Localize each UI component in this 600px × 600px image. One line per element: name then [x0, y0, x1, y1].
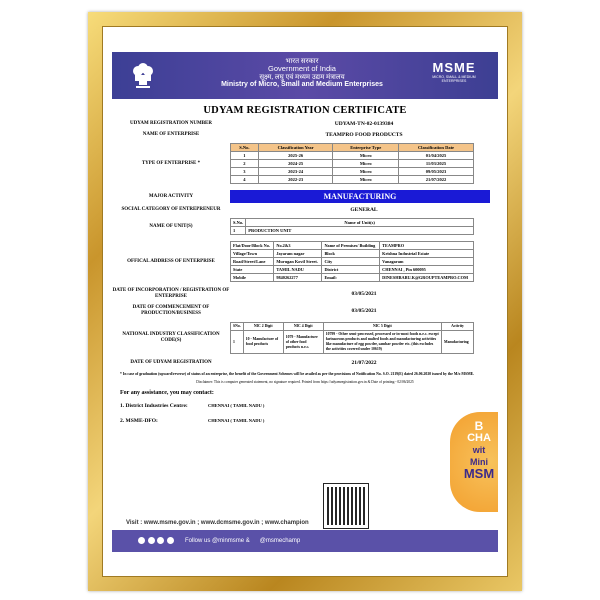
government-title — [202, 57, 402, 89]
contact-1-label: 1. District Industries Centre: — [120, 403, 188, 409]
contact-1-value: CHENNAI ( TAMIL NADU ) — [208, 403, 265, 408]
table-row — [231, 160, 474, 168]
cls-cell: 11/03/2025 — [399, 160, 474, 168]
youtube-icon — [167, 537, 174, 544]
nic-cell: Manufacturing — [442, 331, 474, 354]
cls-cell: Micro — [333, 152, 399, 160]
gold-frame — [88, 12, 522, 591]
cls-header: S.No. — [231, 144, 259, 152]
addr-val: Murugan Kovil Street. — [274, 258, 322, 266]
addr-key: Mobile — [231, 274, 274, 282]
msme-logo-sub: MICRO, SMALL & MEDIUM ENTERPRISES — [432, 75, 476, 83]
addr-val: No.2&3 — [274, 242, 322, 250]
nic-cell: 1079 - Manufacture of other food products n.e.c. — [283, 331, 323, 354]
champions-promo — [450, 412, 498, 512]
reg-number-label: UDYAM REGISTRATION NUMBER — [130, 121, 212, 126]
nic-cell: 10 - Manufacture of food products — [243, 331, 283, 354]
addr-key: Block — [322, 250, 380, 258]
major-activity-row — [112, 190, 498, 203]
cls-cell: 4 — [231, 176, 259, 184]
addr-key: District — [322, 266, 380, 274]
promo-line: B — [474, 419, 484, 433]
addr-val: 9840262277 — [274, 274, 322, 282]
addr-val: CHENNAI , Pin 600095 — [380, 266, 474, 274]
follow-text: Follow us @minmsme & — [185, 538, 250, 544]
hindi-ministry: सूक्ष्म, लघु एवं मध्यम उद्यम मंत्रालय — [259, 73, 345, 81]
units-cell: PRODUCTION UNIT — [246, 227, 474, 235]
msme-logo-text: MSME — [432, 60, 476, 75]
certificate-title: UDYAM REGISTRATION CERTIFICATE — [203, 105, 407, 116]
address-row — [112, 241, 498, 282]
addr-val: Krishna Industrial Estate — [380, 250, 474, 258]
social-category-row — [112, 207, 498, 213]
commencement-row — [112, 305, 498, 317]
contact-2-label: 2. MSME-DFO: — [120, 418, 158, 424]
nic-header: NIC 2 Digit — [243, 323, 283, 331]
reg-number-row — [112, 121, 498, 127]
address-table — [230, 241, 474, 282]
nic-header: SNo. — [231, 323, 244, 331]
table-row — [231, 168, 474, 176]
table-row — [231, 258, 474, 266]
addr-key: Name of Premises/ Building — [322, 242, 380, 250]
major-activity-label: MAJOR ACTIVITY — [148, 193, 194, 199]
contact-row-2 — [120, 418, 498, 424]
commencement-value: 03/05/2021 — [351, 308, 377, 314]
contact-row-1 — [120, 403, 498, 409]
addr-val: Vanagaram — [380, 258, 474, 266]
promo-line: Mini — [470, 457, 488, 467]
units-header: S.No. — [231, 219, 246, 227]
addr-key: Road/Street/Lane — [231, 258, 274, 266]
units-row — [112, 218, 498, 235]
table-row — [231, 250, 474, 258]
udyam-date-row — [112, 360, 498, 366]
nic-header: Activity — [442, 323, 474, 331]
cls-cell: 2023-24 — [258, 168, 333, 176]
commencement-label: DATE OF COMMENCEMENT OF PRODUCTION/BUSINESS — [132, 305, 210, 316]
qr-code — [324, 484, 368, 528]
cls-cell: Micro — [333, 160, 399, 168]
addr-val: TAMIL NADU — [274, 266, 322, 274]
enterprise-type-label — [112, 161, 230, 167]
cls-cell: Micro — [333, 168, 399, 176]
nic-cell: 1 — [231, 331, 244, 354]
government-banner — [112, 52, 498, 99]
addr-key: Flat/Door/Block No. — [231, 242, 274, 250]
social-bar — [112, 530, 498, 552]
english-gov: Government of India — [268, 64, 336, 73]
type-star: * — [197, 160, 201, 166]
promo-line: CHA — [467, 432, 491, 444]
assistance-heading: For any assistance, you may contact: — [120, 390, 214, 396]
table-row — [231, 266, 474, 274]
visit-links: Visit : www.msme.gov.in ; www.dcmsme.gov.in ; www.champion — [126, 520, 309, 526]
addr-key: Village/Town — [231, 250, 274, 258]
promo-line: MSM — [463, 466, 495, 481]
promo-line: wit — [472, 445, 486, 455]
incorporation-value: 03/05/2021 — [351, 291, 377, 297]
nic-header: NIC 5 Digit — [323, 323, 441, 331]
units-cell: 1 — [231, 227, 246, 235]
table-row — [231, 331, 474, 354]
cls-cell: Micro — [333, 176, 399, 184]
addr-key: State — [231, 266, 274, 274]
english-ministry: Ministry of Micro, Small and Medium Enterprises — [221, 81, 383, 88]
nic-header: NIC 4 Digit — [283, 323, 323, 331]
cls-cell: 2024-25 — [258, 160, 333, 168]
cls-header: Classification Date — [399, 144, 474, 152]
champions-handle: @msmechamp — [259, 538, 301, 544]
cls-header: Enterprise Type — [333, 144, 399, 152]
units-label: NAME OF UNIT(S) — [149, 223, 193, 229]
cls-cell: 3 — [231, 168, 259, 176]
cls-header: Classification Year — [258, 144, 333, 152]
cls-cell: 01/04/2025 — [399, 152, 474, 160]
enterprise-name-label: NAME OF ENTERPRISE — [142, 132, 200, 137]
addr-val: DINESHBABU.K@GROUPTEAMPRO.COM — [380, 274, 474, 282]
msme-logo — [424, 60, 484, 83]
cls-cell: 2022-23 — [258, 176, 333, 184]
nic-label: NATIONAL INDUSTRY CLASSIFICATION CODE(S) — [122, 332, 220, 343]
twitter-icon — [148, 537, 155, 544]
cls-cell: 09/05/2023 — [399, 168, 474, 176]
nic-cell: 10799 - Other semi-processed, processed or in-most foods n.e.c. except farinaceous products and malted foods and manufacturing activities like manufacture of egg powder, sambar powder etc. (this excludes the activities covered under 10619) — [323, 331, 441, 354]
hindi-gov: भारत सरकार — [285, 57, 319, 65]
enterprise-name-row — [112, 132, 498, 138]
type-label-text: TYPE OF ENTERPRISE — [141, 160, 197, 166]
contact-2-value: CHENNAI ( TAMIL NADU ) — [208, 418, 265, 423]
cls-cell: 1 — [231, 152, 259, 160]
reg-number-value: UDYAM-TN-02-0139384 — [334, 121, 394, 127]
facebook-icon — [138, 537, 145, 544]
major-activity-value: MANUFACTURING — [230, 190, 490, 203]
nic-row — [112, 322, 498, 354]
table-row — [231, 152, 474, 160]
enterprise-name-value: TEAMPRO FOOD PRODUCTS — [325, 132, 403, 138]
nic-table — [230, 322, 474, 354]
table-row — [231, 176, 474, 184]
address-label: OFFICAL ADDRESS OF ENTERPRISE — [127, 258, 215, 264]
disclaimer: Disclaimer: This is computer generated statement, no signature required. Printed from https://udyamregistration.gov.in & Date of printing:- 02/06/2025 — [196, 380, 414, 384]
table-row — [231, 242, 474, 250]
table-row — [231, 274, 474, 282]
star-note: * In case of graduation (upward/reverse) of status of an enterprise, the benefit of the Government Schemes will be availed as per the provisions of Notification No. S.O. 2119(E) dated 26.06.2020 issued by the M/o MSME. — [120, 372, 475, 376]
addr-val: Jayaram nagar — [274, 250, 322, 258]
cls-cell: 2025-26 — [258, 152, 333, 160]
certificate-document — [112, 52, 498, 552]
addr-key: City — [322, 258, 380, 266]
frame-mat — [102, 26, 508, 577]
social-icons — [138, 537, 175, 546]
cls-cell: 2 — [231, 160, 259, 168]
enterprise-type-row — [112, 143, 498, 184]
addr-key: Email: — [322, 274, 380, 282]
cls-cell: 21/07/2022 — [399, 176, 474, 184]
national-emblem-icon — [130, 59, 156, 91]
social-category-value: GENERAL — [350, 207, 378, 213]
social-category-label: SOCIAL CATEGORY OF ENTREPRENEUR — [121, 207, 221, 212]
table-row — [231, 227, 474, 235]
udyam-date-value: 21/07/2022 — [351, 360, 377, 366]
udyam-date-label: DATE OF UDYAM REGISTRATION — [130, 360, 212, 365]
instagram-icon — [157, 537, 164, 544]
incorporation-row — [112, 288, 498, 300]
units-header: Name of Unit(s) — [246, 219, 474, 227]
classification-table — [230, 143, 474, 184]
incorporation-label: DATE OF INCORPORATION / REGISTRATION OF ENTERPRISE — [112, 288, 230, 299]
units-table — [230, 218, 474, 235]
addr-val: TEAMPRO — [380, 242, 474, 250]
